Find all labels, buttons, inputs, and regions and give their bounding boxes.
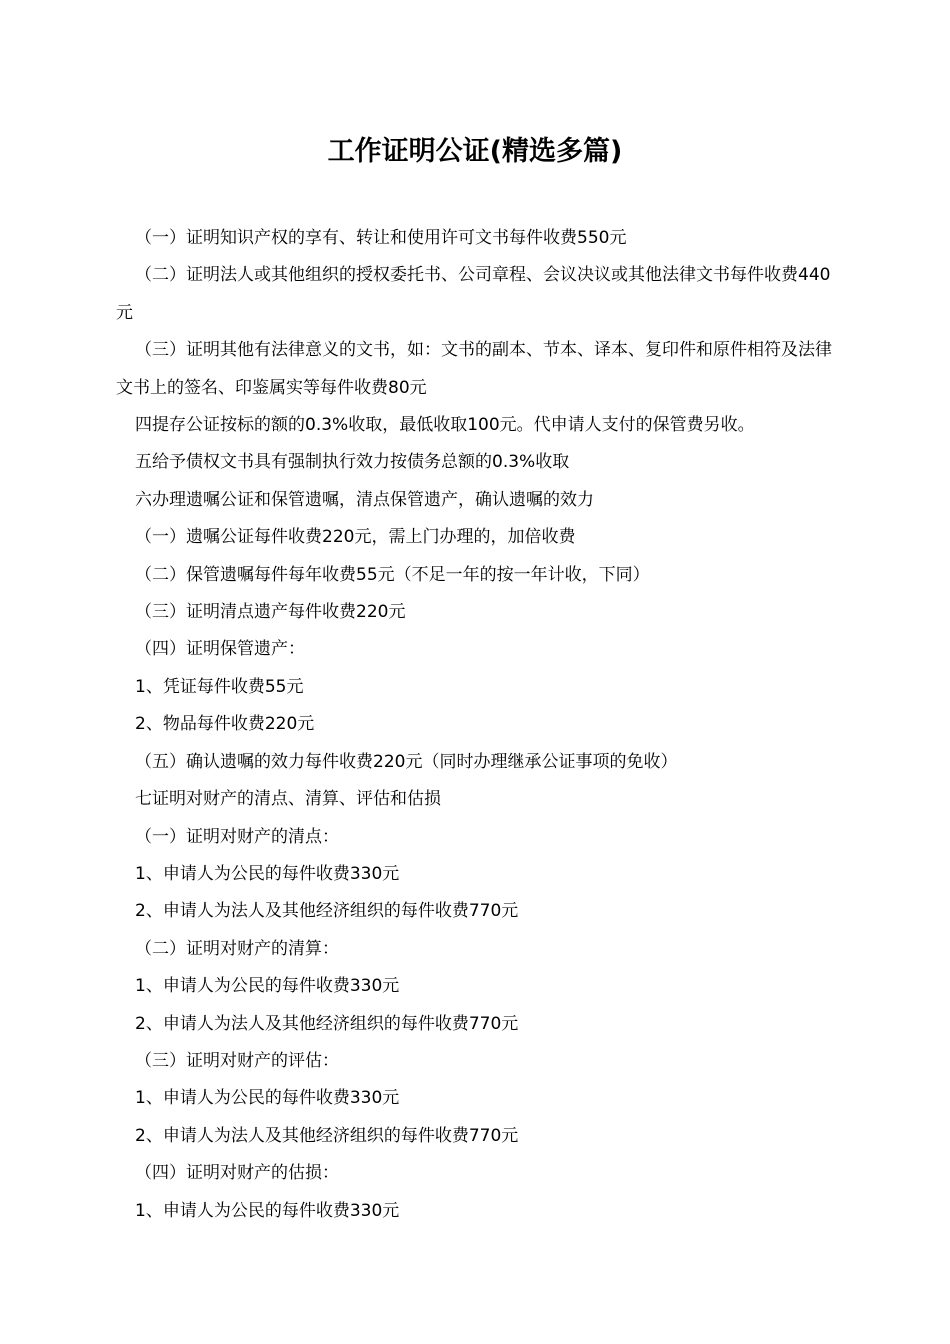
document-title: 工作证明公证(精选多篇) — [327, 136, 623, 167]
paragraph: 1、凭证每件收费55元 — [135, 676, 304, 697]
paragraph: 1、申请人为公民的每件收费330元 — [135, 1088, 400, 1109]
paragraph: 2、申请人为法人及其他经济组织的每件收费770元 — [135, 901, 519, 922]
paragraph: 七证明对财产的清点、清算、评估和估损 — [135, 789, 441, 810]
paragraph: （一）遗嘱公证每件收费220元，需上门办理的，加倍收费 — [135, 527, 576, 548]
paragraph: （三）证明对财产的评估： — [135, 1050, 339, 1071]
paragraph: （三）证明其他有法律意义的文书，如：文书的副本、节本、译本、复印件和原件相符及法律文书上的签名、印鉴属实等每件收费80元 — [116, 340, 832, 398]
paragraph: 四提存公证按标的额的0.3%收取，最低收取100元。代申请人支付的保管费另收。 — [135, 415, 755, 436]
paragraph: （一）证明知识产权的享有、转让和使用许可文书每件收费550元 — [135, 228, 627, 248]
paragraph: （一）证明对财产的清点： — [135, 826, 339, 847]
paragraph: 1、申请人为公民的每件收费330元 — [135, 976, 400, 997]
paragraph: （二）保管遗嘱每件每年收费55元（不足一年的按一年计收，下同） — [135, 564, 650, 585]
paragraph: 五给予债权文书具有强制执行效力按债务总额的0.3%收取 — [135, 452, 570, 473]
paragraph: 2、申请人为法人及其他经济组织的每件收费770元 — [135, 1125, 519, 1146]
paragraph: 2、申请人为法人及其他经济组织的每件收费770元 — [135, 1013, 519, 1034]
paragraph: 1、申请人为公民的每件收费330元 — [135, 863, 400, 884]
paragraph: （二）证明对财产的清算： — [135, 938, 339, 959]
paragraph: 六办理遗嘱公证和保管遗嘱，清点保管遗产，确认遗嘱的效力 — [135, 489, 594, 510]
paragraph: （四）证明保管遗产： — [135, 639, 305, 660]
paragraph: （四）证明对财产的估损： — [135, 1163, 339, 1184]
paragraph: 1、申请人为公民的每件收费330元 — [135, 1200, 400, 1221]
paragraph: （三）证明清点遗产每件收费220元 — [135, 602, 406, 623]
paragraph: （五）确认遗嘱的效力每件收费220元（同时办理继承公证事项的免收） — [135, 751, 678, 772]
paragraph: （二）证明法人或其他组织的授权委托书、公司章程、会议决议或其他法律文书每件收费440元 — [116, 265, 831, 323]
paragraph: 2、物品每件收费220元 — [135, 714, 315, 735]
document-body — [116, 220, 836, 1230]
